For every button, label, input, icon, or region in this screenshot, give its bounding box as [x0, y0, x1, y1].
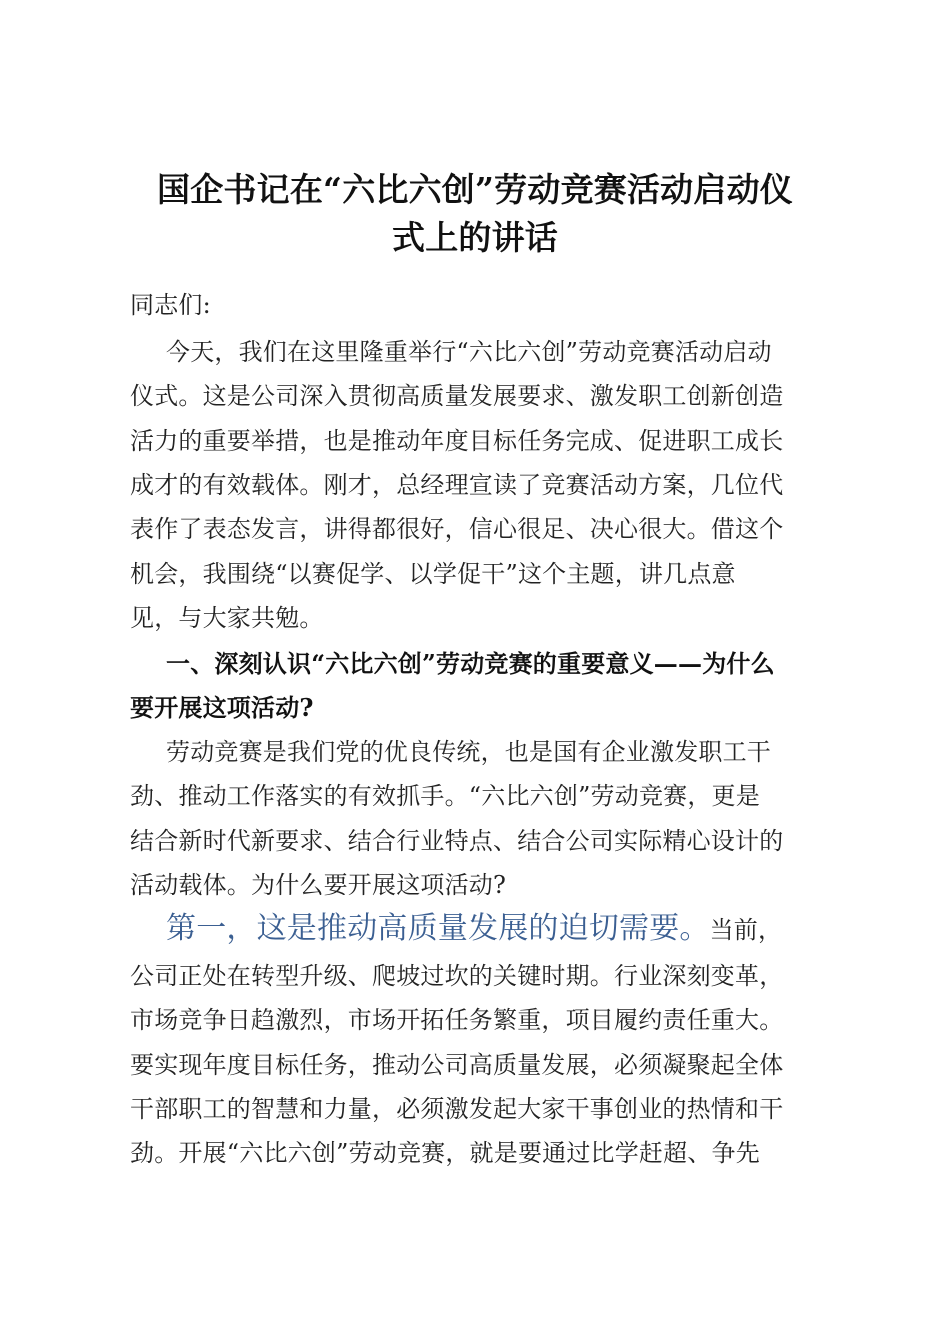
paragraph-line: 见，与大家共勉。 — [130, 603, 324, 632]
point-one-first-line — [166, 911, 783, 946]
section-heading-line: 要开展这项活动? — [130, 693, 314, 722]
paragraph-line: 今天，我们在这里隆重举行“六比六创”劳动竞赛活动启动 — [166, 338, 772, 366]
point-one-lead: 第一，这是推动高质量发展的迫切需要。 — [166, 911, 710, 946]
salutation: 同志们: — [130, 291, 211, 319]
paragraph-line: 成才的有效载体。刚才，总经理宣读了竞赛活动方案，几位代 — [130, 470, 784, 499]
paragraph-line: 机会，我围绕“以赛促学、以学促干”这个主题，讲几点意 — [130, 559, 736, 588]
doc-title-line: 国企书记在“六比六创”劳动竞赛活动启动仪 — [157, 170, 793, 209]
paragraph-line: 劳动竞赛是我们党的优良传统，也是国有企业激发职工干 — [166, 738, 771, 766]
paragraph-line: 活力的重要举措，也是推动年度目标任务完成、促进职工成长 — [130, 426, 784, 455]
paragraph-line: 结合新时代新要求、结合行业特点、结合公司实际精心设计的 — [130, 826, 784, 855]
doc-title-line: 式上的讲话 — [392, 218, 558, 257]
paragraph-line: 活动载体。为什么要开展这项活动? — [130, 870, 507, 899]
paragraph-line: 公司正处在转型升级、爬坡过坎的关键时期。行业深刻变革， — [130, 962, 784, 990]
paragraph-line: 表作了表态发言，讲得都很好，信心很足、决心很大。借这个 — [130, 515, 784, 544]
paragraph-line: 市场竞争日趋激烈，市场开拓任务繁重，项目履约责任重大。 — [130, 1006, 784, 1035]
paragraph-line: 要实现年度目标任务，推动公司高质量发展，必须凝聚起全体 — [130, 1050, 784, 1079]
section-heading-line: 一、深刻认识“六比六创”劳动竞赛的重要意义——为什么 — [166, 649, 775, 678]
paragraph-line: 仪式。这是公司深入贯彻高质量发展要求、激发职工创新创造 — [130, 382, 784, 411]
paragraph-line: 劲。开展“六比六创”劳动竞赛，就是要通过比学赶超、争先 — [130, 1139, 760, 1168]
point-one-rest: 当前， — [709, 916, 783, 944]
paragraph-line: 劲、推动工作落实的有效抓手。“六比六创”劳动竞赛，更是 — [130, 782, 760, 811]
paragraph-line: 干部职工的智慧和力量，必须激发起大家干事创业的热情和干 — [130, 1094, 784, 1123]
